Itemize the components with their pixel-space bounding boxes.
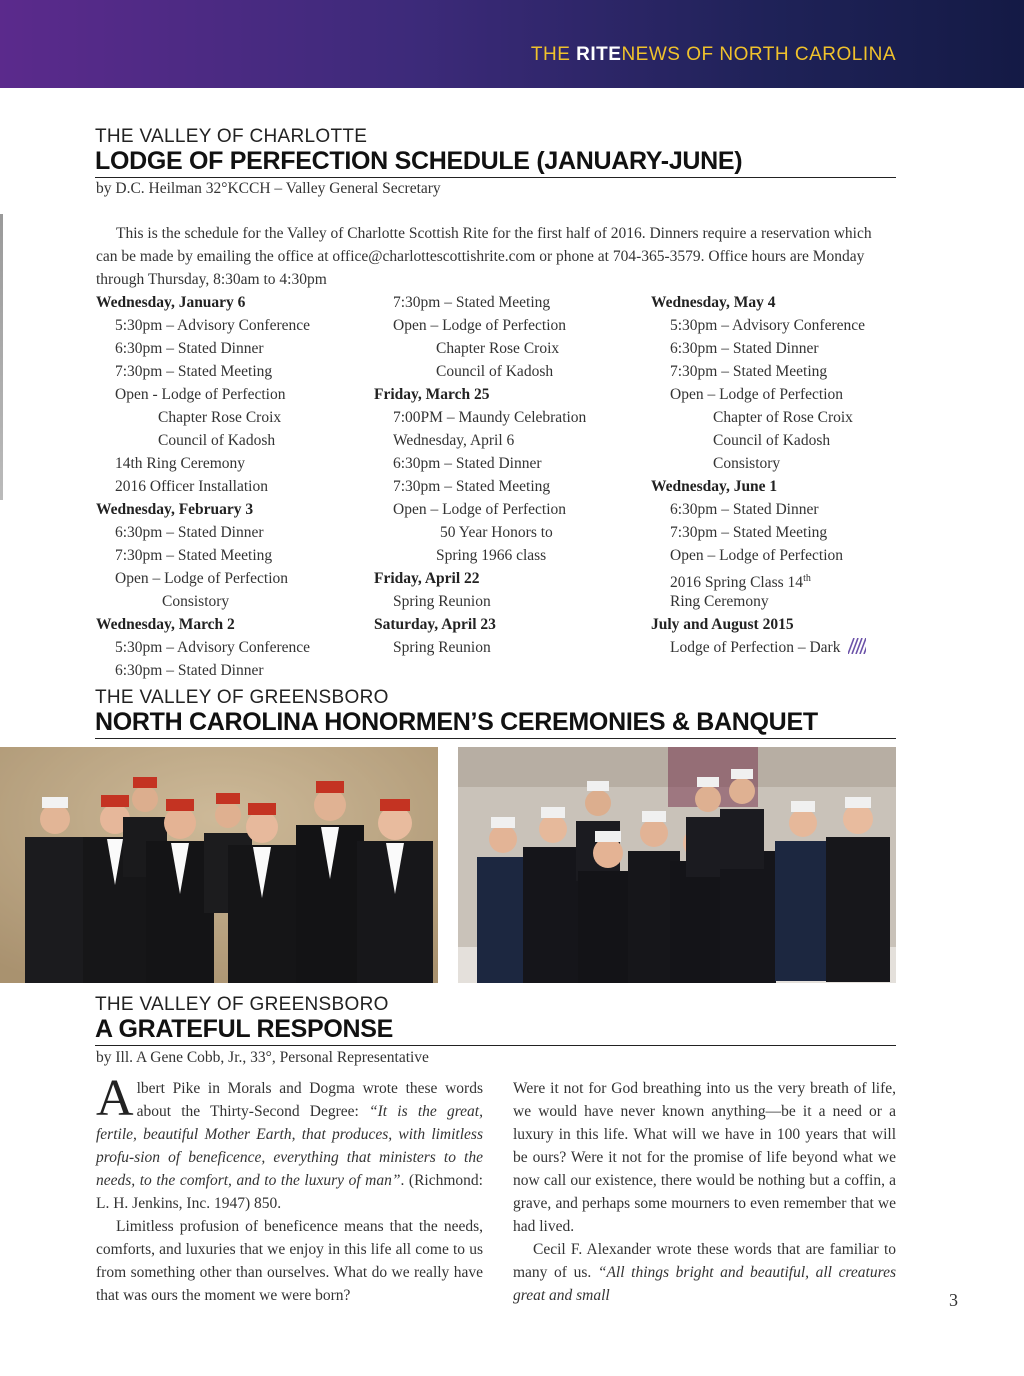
- schedule-date-heading: Wednesday, February 3: [96, 501, 254, 518]
- article3-paragraph-1: Albert Pike in Morals and Dogma wrote these words about the Thirty-Second Degree: “It is the great, fertile, beautiful Mother Earth, that produces, with limitless profu-sion of beneficence, everything that ministers to the needs, to the comfort, and to the luxury of man”. (Richmond: L. H. Jenkins, Inc. 1947) 850.: [96, 1070, 483, 1212]
- schedule-entry: 6:30pm – Stated Dinner: [670, 340, 819, 357]
- schedule-entry: Consistory: [162, 593, 230, 610]
- schedule-date-heading: Saturday, April 23: [374, 616, 496, 633]
- article3-paragraph-3: Were it not for God breathing into us the very breath of life, we would have never known anything—be it a need or a luxury in this life. What will we have in 100 years that will be ours? Were it not for the promise of life beyond what we now call our existence, there would be nothing but a coffin, a grave, and perhaps some mourners to even remember that we had lived.: [513, 1080, 896, 1235]
- article3-column-right: [513, 1077, 896, 1307]
- schedule-entry: Open – Lodge of Perfection: [670, 547, 844, 564]
- schedule-entry: Consistory: [713, 455, 781, 472]
- schedule-entry: 5:30pm – Advisory Conference: [115, 639, 311, 656]
- schedule-entry: Open – Lodge of Perfection: [393, 317, 567, 334]
- schedule-entry: Open – Lodge of Perfection: [115, 570, 289, 587]
- schedule-entry: 7:30pm – Stated Meeting: [670, 524, 828, 541]
- page-number: 3: [949, 1290, 958, 1310]
- page-edge-strip: [0, 214, 3, 500]
- schedule-entry: 6:30pm – Stated Dinner: [670, 501, 819, 518]
- schedule-entry: Council of Kadosh: [158, 432, 276, 449]
- schedule-entry: 7:00PM – Maundy Celebration: [393, 409, 587, 426]
- honormen-photo-left: [0, 747, 438, 983]
- schedule-entry: 7:30pm – Stated Meeting: [115, 363, 273, 380]
- article3-kicker: THE VALLEY OF GREENSBORO: [95, 994, 389, 1015]
- schedule-date-heading: Wednesday, June 1: [651, 478, 778, 495]
- schedule-entry: Open - Lodge of Perfection: [115, 386, 286, 403]
- schedule-date-heading: Friday, March 25: [374, 386, 490, 403]
- schedule-entry: 7:30pm – Stated Meeting: [393, 478, 551, 495]
- article3-headline: A GRATEFUL RESPONSE: [95, 1015, 896, 1046]
- schedule-date-heading: Wednesday, May 4: [651, 294, 776, 311]
- schedule-entry: Chapter Rose Croix: [158, 409, 282, 426]
- schedule-entry: 5:30pm – Advisory Conference: [670, 317, 866, 334]
- schedule-entry: Open – Lodge of Perfection: [393, 501, 567, 518]
- schedule-date-heading: Friday, April 22: [374, 570, 480, 587]
- schedule-entry: 7:30pm – Stated Meeting: [115, 547, 273, 564]
- schedule-entry: Lodge of Perfection – Dark: [651, 636, 866, 659]
- schedule-entry: 5:30pm – Advisory Conference: [115, 317, 311, 334]
- schedule-entry: 6:30pm – Stated Dinner: [115, 340, 264, 357]
- schedule-entry: Council of Kadosh: [436, 363, 554, 380]
- article3-byline: by Ill. A Gene Cobb, Jr., 33°, Personal Representative: [96, 1049, 429, 1066]
- schedule-column-2: [374, 291, 586, 659]
- schedule-entry: Council of Kadosh: [713, 432, 831, 449]
- schedule-date-heading: Wednesday, March 2: [96, 616, 235, 633]
- schedule-entry: Ring Ceremony: [670, 593, 769, 610]
- article3-paragraph-4: Cecil F. Alexander wrote these words that are familiar to many of us. “All things bright and beautiful, all creatures great and small: [513, 1241, 896, 1304]
- article2-headline: NORTH CAROLINA HONORMEN’S CEREMONIES & BANQUET: [95, 708, 896, 739]
- schedule-entry: Chapter of Rose Croix: [713, 409, 853, 426]
- schedule-entry: 50 Year Honors to: [440, 524, 553, 541]
- article1-intro: This is the schedule for the Valley of Charlotte Scottish Rite for the first half of 2016. Dinners require a reservation which can be made by emailing the office at office@charlottescottishrite.com or phone at 704-365-3579. Office hours are Monday through Thursday, 8:30am to 4:30pm: [96, 225, 872, 288]
- schedule-entry: 6:30pm – Stated Dinner: [115, 662, 264, 679]
- end-mark-icon: [848, 638, 866, 654]
- schedule-entry: 6:30pm – Stated Dinner: [115, 524, 264, 541]
- article2-kicker: THE VALLEY OF GREENSBORO: [95, 687, 389, 708]
- article1-byline: by D.C. Heilman 32°KCCH – Valley General Secretary: [96, 180, 441, 197]
- drop-cap: A: [96, 1070, 134, 1127]
- schedule-entry: 7:30pm – Stated Meeting: [393, 294, 551, 311]
- article3-paragraph-2: Limitless profusion of beneficence means that the needs, comforts, and luxuries that we enjoy in this life all come to us from something other than ourselves. What do we really have that was ours the moment we were born?: [96, 1218, 483, 1304]
- schedule-date-heading: July and August 2015: [651, 616, 794, 633]
- publication-title: THE RITENEWS OF NORTH CAROLINA: [530, 44, 896, 65]
- masthead-banner: [0, 0, 1024, 88]
- honormen-photo-right: [458, 747, 896, 983]
- article1-headline: LODGE OF PERFECTION SCHEDULE (JANUARY-JUNE): [95, 147, 896, 178]
- schedule-date-heading: Wednesday, January 6: [96, 294, 246, 311]
- schedule-entry: 14th Ring Ceremony: [115, 455, 246, 472]
- schedule-entry: Spring 1966 class: [436, 547, 547, 564]
- schedule-entry: Open – Lodge of Perfection: [670, 386, 844, 403]
- article3-column-left: [96, 1070, 483, 1307]
- schedule-entry: Spring Reunion: [393, 593, 491, 610]
- schedule-column-3: [651, 291, 866, 659]
- schedule-entry: Spring Reunion: [393, 639, 491, 656]
- schedule-entry: Chapter Rose Croix: [436, 340, 560, 357]
- schedule-entry: 2016 Spring Class 14th: [670, 573, 811, 592]
- schedule-entry: Wednesday, April 6: [393, 432, 515, 449]
- schedule-entry: 7:30pm – Stated Meeting: [670, 363, 828, 380]
- schedule-column-1: [96, 291, 310, 682]
- ordinal-suffix: th: [803, 573, 811, 584]
- article1-kicker: THE VALLEY OF CHARLOTTE: [95, 126, 368, 147]
- schedule-entry: 6:30pm – Stated Dinner: [393, 455, 542, 472]
- schedule-entry: 2016 Officer Installation: [115, 478, 268, 495]
